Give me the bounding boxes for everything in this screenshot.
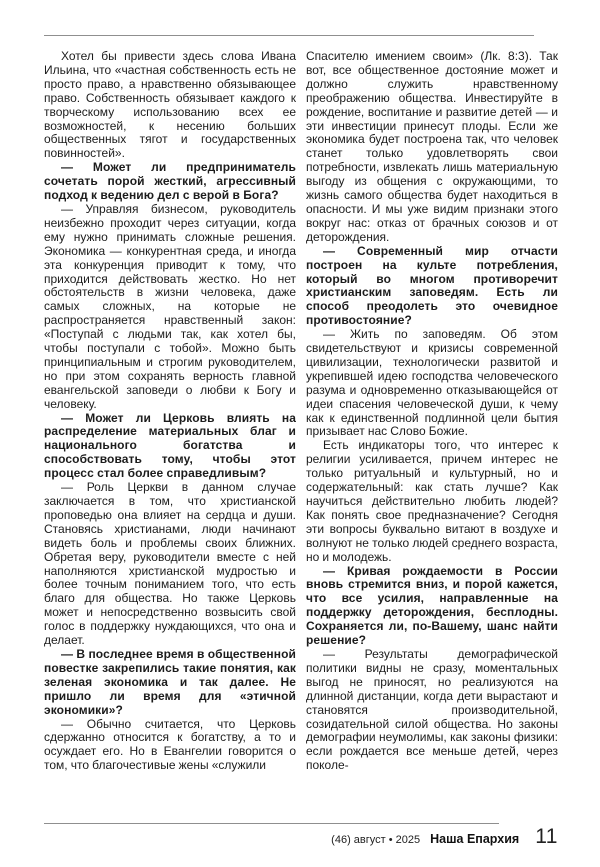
interview-question: — В последнее время в общественной повестке закрепились такие понятия, как зеленая экономика и так далее. Не пришло ли время для «этичной экономики»? <box>44 646 296 717</box>
paragraph: — Результаты демографической политики видны не сразу, моментальных выгод не приносят, но реализуются на длинной дистанции, когда дети вырастают и становятся производительной, созидательной силой общества. Но законы демографии неумолимы, как законы физики: если рождается все меньше детей, через поколе- <box>306 646 558 773</box>
paragraph: — Обычно считается, что Церковь сдержанно относится к богатству, а то и осуждает его. Но в Евангелии говорится о том, что благочестивые жены «служили <box>44 716 296 773</box>
paragraph: — Роль Церкви в данном случае заключается в том, что христианской проповедью она влияет на сердца и души. Становясь христианами, люди начинают видеть боль и проблемы своих ближних. Обретая веру, руководители вместе с ней наполняются христианской мудростью и более точным пониманием того, что есть благо для общества. Но также Церковь может и непосредственно возвысить свой голос в поддержку нуждающихся, что она и делает. <box>44 480 296 648</box>
page-number: 11 <box>535 825 558 848</box>
paragraph: Есть индикаторы того, что интерес к религии усиливается, причем интерес не только ритуальный и культурный, но и содержательный: как стать лучше? Как научиться действительно любить людей? Как понять свое предназначение? Сегодня эти вопросы буквально витают в воздухе и волнуют не только людей среднего возраста, но и молодежь. <box>306 438 558 564</box>
top-divider <box>44 35 534 36</box>
left-column <box>44 50 296 773</box>
issue-date: (46) август • 2025 <box>331 834 421 846</box>
publication-title: Наша Епархия <box>430 832 520 846</box>
right-column <box>306 50 558 773</box>
interview-question: — Может ли Церковь влиять на распределение материальных благ и национального богатства и способствовать тому, чтобы этот процесс стал более справедливым? <box>44 410 296 481</box>
article-body <box>44 50 558 773</box>
footer-divider <box>44 823 499 824</box>
page-footer <box>44 825 558 848</box>
paragraph: — Жить по заповедям. Об этом свидетельствуют и кризисы современной цивилизации, технологически развитой и укрепившей идею господства человеческого разума и одновременно отказывающейся от идеи спасения человеческой души, к чему как к единственной подлинной цели бытия призывает нас Слово Божие. <box>306 327 558 439</box>
paragraph: — Управляя бизнесом, руководитель неизбежно проходит через ситуации, когда ему нужно принимать сложные решения. Экономика — конкурентная среда, и иногда эта конкуренция приводит к тому, что приходится действовать жестко. Но нет обстоятельств в жизни человека, даже самых сложных, на которые не распространяется нравственный закон: «Поступай с людьми так, как хотел бы, чтобы поступали с тобой». Можно быть принципиальным и строгим руководителем, но при этом сохранять верность главной евангельской заповеди о любви к Богу и человеку. <box>44 201 296 411</box>
interview-question: — Современный мир отчасти построен на культе потребления, который во многом противоречит христианским заповедям. Есть ли способ преодолеть это очевидное противостояние? <box>306 243 558 328</box>
interview-question: — Кривая рождаемости в России вновь стремится вниз, и порой кажется, что все усилия, направленные на поддержку деторождения, бесплодны. Сохраняется ли, по-Вашему, шанс найти решение? <box>306 563 558 648</box>
interview-question: — Может ли предприниматель сочетать порой жесткий, агрессивный подход к ведению дел с верой в Бога? <box>44 160 296 203</box>
paragraph: Хотел бы привести здесь слова Ивана Ильина, что «частная собственность есть не просто право, а нравственно обязывающее право. Собственность обязывает каждого к творческому использованию всех ее возможностей, к несению больших общественных тягот и государственных повинностей». <box>44 49 296 161</box>
paragraph: Спасителю имением своим» (Лк. 8:3). Так вот, все общественное достояние может и должно служить нравственному преображению общества. Инвестируйте в рождение, воспитание и развитие детей — и эти инвестиции принесут плоды. Если же экономика будет построена так, что человек станет только удовлетворять свои потребности, извлекать лишь материальную выгоду из общения с окружающими, то жизнь самого общества будет находиться в опасности. И мы уже видим признаки этого вокруг нас: отказ от брачных союзов и от деторождения. <box>306 49 558 244</box>
